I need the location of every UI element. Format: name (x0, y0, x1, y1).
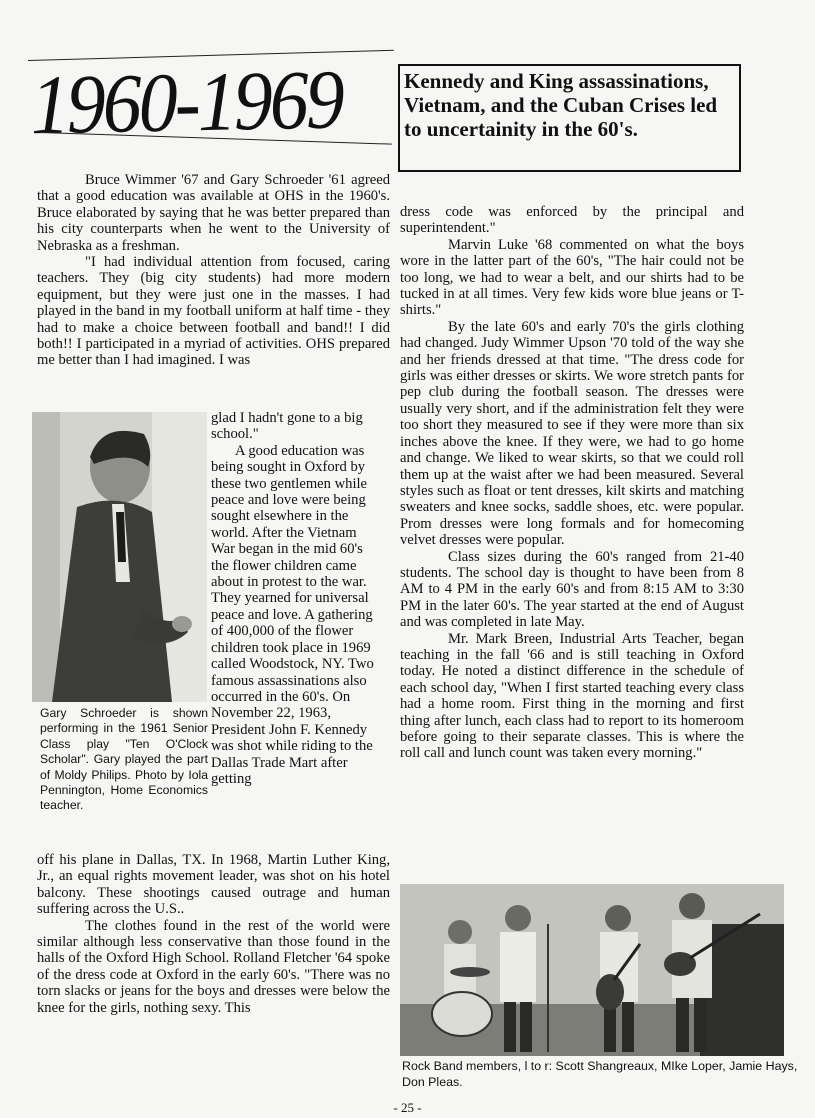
paragraph: The clothes found in the rest of the world were similar although less conservative than those found in the halls of the Oxford High School. Rolland Fletcher '64 spoke of the dress code at Oxford in the early 60's. "There was no torn slacks or jeans for the boys and dresses were below the knee for the girls, nothing sexy. This (37, 917, 390, 1016)
photo-gary-schroeder (32, 412, 207, 702)
paragraph: Marvin Luke '68 commented on what the boys wore in the latter part of the 60's, "The hair could not be too long, we had to wear a belt, and our shirts had to be tucked in at all times. Very few kids wore blue jeans or T-shirts." (400, 236, 744, 319)
paragraph: "I had individual attention from focused, caring teachers. They (big city students) had more modern equipment, but they were just one in the masses. I had played in the band in my football uniform at half time - they had to make a choice between football and band!! I did both!! I participated in a myriad of activities. OHS prepared me better than I had imagined. I was (37, 254, 390, 369)
photo-caption-right: Rock Band members, l to r: Scott Shangreaux, MIke Loper, Jamie Hays, Don Pleas. (402, 1059, 798, 1089)
paragraph: A good education was being sought in Oxford by these two gentlemen while peace and love were being sought elsewhere in the world. After the Vietnam War began in the mid 60's the flower children came about in protest to the war. They yearned for universal peace and love. A gathering of 400,000 of the flower children took place in 1969 called Woodstock, NY. Two famous assassinations also occurred in the 60's. On November 22, 1963, President John F. Kennedy was shot while riding to the Dallas Trade Mart after getting (211, 442, 374, 787)
left-column-bottom (37, 852, 390, 1016)
left-column-narrow (211, 410, 383, 787)
paragraph: Mr. Mark Breen, Industrial Arts Teacher, began teaching in the fall '66 and is still teaching in Oxford today. He noted a distinct difference in the schedule of each school day, "When I first started teaching every class had a home room. First thing in the morning and first thing after lunch, each class had to report to its homeroom before going to their separate classes. This is where the roll call and lunch count was taken every morning." (400, 630, 744, 762)
photo-rock-band (400, 884, 784, 1056)
paragraph: Bruce Wimmer '67 and Gary Schroeder '61 agreed that a good education was available at OHS in the 1960's. Bruce elaborated by saying that he was better prepared than his city counterparts when he went to the University of Nebraska as a freshman. (37, 172, 390, 254)
paragraph: glad I hadn't gone to a big school." (211, 410, 363, 443)
paragraph: By the late 60's and early 70's the girls clothing had changed. Judy Wimmer Upson '70 told of the way she and her friends dressed at that time. "The dress code for girls was either dresses or skirts. We wore stretch pants for pep club during the football season. The dresses were usually very short, and if the administration felt they were too short they measured to see if they were more than six inches above the knee. If they were, we had to go home and change. We liked to wear skirts, so that we could roll them up at the waist after we had been measured. Several styles such as float or tent dresses, kilt skirts and matching sweaters and knee socks, saddle shoes, etc. were popular. Prom dresses were long formals and for homecoming velvet dresses were popular. (400, 318, 744, 549)
left-column-top (37, 172, 390, 369)
photo-caption-left: Gary Schroeder is shown performing in the 1961 Senior Class play "Ten O'Clock Scholar". Gary played the part of Moldy Philips. Photo by Iola Pennington, Home Economics teacher. (40, 706, 208, 813)
photo-band-image (400, 884, 784, 1056)
paragraph: dress code was enforced by the principal and superintendent." (400, 204, 744, 237)
page-number: - 25 - (393, 1100, 422, 1115)
paragraph: off his plane in Dallas, TX. In 1968, Martin Luther King, Jr., an equal rights movement leader, was shot on his hotel balcony. These shootings caused outrage and human suffering across the U.S.. (37, 852, 390, 918)
right-column (400, 204, 744, 762)
page-title: 1960-1969 (29, 51, 343, 152)
photo-performer-image (32, 412, 207, 702)
headline-box: Kennedy and King assassinations, Vietnam, and the Cuban Crises led to uncertainity in the 60's. (398, 64, 741, 172)
paragraph: Class sizes during the 60's ranged from 21-40 students. The school day is thought to have been from 8 AM to 4 PM in the early 60's and from 8:15 AM to 3:30 PM in the later 60's. The year started at the end of August and was completed in late May. (400, 548, 744, 631)
